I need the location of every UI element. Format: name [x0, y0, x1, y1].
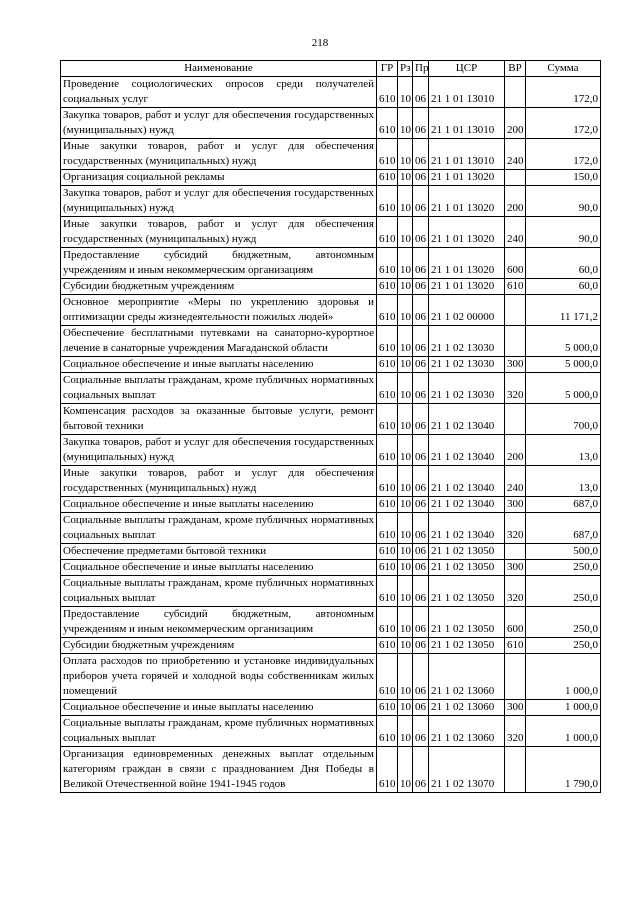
table-row: [61, 295, 601, 326]
cell-csr: 21 1 01 13020: [429, 186, 505, 217]
cell-rz: 10: [398, 170, 413, 186]
cell-name: Предоставление субсидий бюджетным, автономным учреждениям и иным некоммерческим организациям: [61, 248, 377, 279]
cell-gr: 610: [377, 716, 398, 747]
cell-csr: 21 1 01 13010: [429, 77, 505, 108]
header-csr: ЦСР: [429, 61, 505, 77]
table-row: [61, 466, 601, 497]
table-row: [61, 716, 601, 747]
cell-pr: 06: [413, 373, 429, 404]
cell-csr: 21 1 02 13060: [429, 716, 505, 747]
cell-name: Иные закупки товаров, работ и услуг для обеспечения государственных (муниципальных) нужд: [61, 466, 377, 497]
cell-gr: 610: [377, 404, 398, 435]
table-row: [61, 700, 601, 716]
cell-vr: 300: [505, 357, 526, 373]
cell-csr: 21 1 01 13020: [429, 248, 505, 279]
cell-sum: 13,0: [526, 435, 601, 466]
cell-name: Основное мероприятие «Меры по укреплению здоровья и оптимизации среды жизнедеятельности пожилых людей»: [61, 295, 377, 326]
cell-vr: 200: [505, 435, 526, 466]
cell-vr: [505, 654, 526, 700]
cell-vr: 200: [505, 108, 526, 139]
cell-rz: 10: [398, 560, 413, 576]
table-row: [61, 654, 601, 700]
cell-gr: 610: [377, 466, 398, 497]
table-row: [61, 435, 601, 466]
cell-gr: 610: [377, 497, 398, 513]
cell-rz: 10: [398, 435, 413, 466]
cell-rz: 10: [398, 404, 413, 435]
table-row: [61, 186, 601, 217]
cell-pr: 06: [413, 747, 429, 793]
cell-gr: 610: [377, 435, 398, 466]
table-row: [61, 513, 601, 544]
cell-gr: 610: [377, 279, 398, 295]
cell-vr: [505, 170, 526, 186]
cell-gr: 610: [377, 217, 398, 248]
table-row: [61, 747, 601, 793]
cell-sum: 5 000,0: [526, 373, 601, 404]
cell-vr: 610: [505, 638, 526, 654]
cell-pr: 06: [413, 560, 429, 576]
cell-name: Обеспечение бесплатными путевками на санаторно-курортное лечение в санаторные учреждения Магаданской области: [61, 326, 377, 357]
cell-csr: 21 1 01 13020: [429, 217, 505, 248]
cell-rz: 10: [398, 638, 413, 654]
cell-sum: 700,0: [526, 404, 601, 435]
cell-csr: 21 1 02 13070: [429, 747, 505, 793]
cell-sum: 1 000,0: [526, 654, 601, 700]
cell-pr: 06: [413, 295, 429, 326]
cell-rz: 10: [398, 217, 413, 248]
cell-vr: 600: [505, 248, 526, 279]
cell-pr: 06: [413, 544, 429, 560]
cell-csr: 21 1 02 13040: [429, 435, 505, 466]
cell-name: Оплата расходов по приобретению и установке индивидуальных приборов учета горячей и холодной воды собственникам жилых помещений: [61, 654, 377, 700]
cell-pr: 06: [413, 654, 429, 700]
cell-vr: 320: [505, 716, 526, 747]
cell-pr: 06: [413, 279, 429, 295]
cell-csr: 21 1 01 13010: [429, 108, 505, 139]
cell-name: Иные закупки товаров, работ и услуг для обеспечения государственных (муниципальных) нужд: [61, 217, 377, 248]
cell-csr: 21 1 02 13060: [429, 654, 505, 700]
cell-gr: 610: [377, 747, 398, 793]
cell-rz: 10: [398, 108, 413, 139]
cell-rz: 10: [398, 373, 413, 404]
cell-vr: 300: [505, 700, 526, 716]
cell-gr: 610: [377, 108, 398, 139]
cell-csr: 21 1 01 13010: [429, 139, 505, 170]
cell-vr: 240: [505, 217, 526, 248]
cell-sum: 60,0: [526, 248, 601, 279]
cell-csr: 21 1 02 13050: [429, 560, 505, 576]
header-vr: ВР: [505, 61, 526, 77]
cell-pr: 06: [413, 716, 429, 747]
cell-vr: [505, 295, 526, 326]
cell-vr: [505, 77, 526, 108]
cell-gr: 610: [377, 513, 398, 544]
cell-rz: 10: [398, 716, 413, 747]
table-row: [61, 607, 601, 638]
cell-pr: 06: [413, 217, 429, 248]
cell-sum: 1 790,0: [526, 747, 601, 793]
table-header-row: [61, 61, 601, 77]
cell-vr: [505, 404, 526, 435]
cell-gr: 610: [377, 357, 398, 373]
cell-sum: 500,0: [526, 544, 601, 560]
cell-vr: 610: [505, 279, 526, 295]
cell-pr: 06: [413, 248, 429, 279]
cell-csr: 21 1 01 13020: [429, 279, 505, 295]
cell-name: Организация социальной рекламы: [61, 170, 377, 186]
cell-csr: 21 1 02 13060: [429, 700, 505, 716]
cell-gr: 610: [377, 560, 398, 576]
cell-name: Социальные выплаты гражданам, кроме публичных нормативных социальных выплат: [61, 716, 377, 747]
cell-vr: 320: [505, 513, 526, 544]
cell-csr: 21 1 02 00000: [429, 295, 505, 326]
cell-pr: 06: [413, 186, 429, 217]
cell-vr: [505, 544, 526, 560]
header-sum: Сумма: [526, 61, 601, 77]
header-gr: ГР: [377, 61, 398, 77]
cell-pr: 06: [413, 108, 429, 139]
cell-vr: 300: [505, 497, 526, 513]
cell-name: Социальные выплаты гражданам, кроме публичных нормативных социальных выплат: [61, 373, 377, 404]
cell-rz: 10: [398, 700, 413, 716]
cell-sum: 172,0: [526, 139, 601, 170]
cell-csr: 21 1 02 13030: [429, 373, 505, 404]
cell-csr: 21 1 02 13050: [429, 607, 505, 638]
cell-pr: 06: [413, 497, 429, 513]
table-row: [61, 497, 601, 513]
cell-pr: 06: [413, 404, 429, 435]
cell-name: Компенсация расходов за оказанные бытовые услуги, ремонт бытовой техники: [61, 404, 377, 435]
cell-name: Предоставление субсидий бюджетным, автономным учреждениям и иным некоммерческим организациям: [61, 607, 377, 638]
cell-csr: 21 1 01 13020: [429, 170, 505, 186]
cell-name: Социальное обеспечение и иные выплаты населению: [61, 560, 377, 576]
cell-name: Закупка товаров, работ и услуг для обеспечения государственных (муниципальных) нужд: [61, 435, 377, 466]
cell-csr: 21 1 02 13040: [429, 466, 505, 497]
cell-vr: [505, 326, 526, 357]
cell-pr: 06: [413, 638, 429, 654]
cell-pr: 06: [413, 576, 429, 607]
cell-name: Социальное обеспечение и иные выплаты населению: [61, 357, 377, 373]
cell-pr: 06: [413, 326, 429, 357]
cell-gr: 610: [377, 607, 398, 638]
cell-vr: 240: [505, 466, 526, 497]
cell-csr: 21 1 02 13050: [429, 576, 505, 607]
cell-pr: 06: [413, 170, 429, 186]
cell-vr: [505, 747, 526, 793]
header-pr: Пр: [413, 61, 429, 77]
table-row: [61, 560, 601, 576]
cell-name: Иные закупки товаров, работ и услуг для обеспечения государственных (муниципальных) нужд: [61, 139, 377, 170]
cell-rz: 10: [398, 357, 413, 373]
cell-rz: 10: [398, 576, 413, 607]
table-row: [61, 77, 601, 108]
cell-name: Проведение социологических опросов среди получателей социальных услуг: [61, 77, 377, 108]
table-row: [61, 139, 601, 170]
cell-pr: 06: [413, 139, 429, 170]
cell-rz: 10: [398, 544, 413, 560]
table-row: [61, 357, 601, 373]
cell-sum: 13,0: [526, 466, 601, 497]
cell-rz: 10: [398, 497, 413, 513]
cell-sum: 1 000,0: [526, 700, 601, 716]
table-row: [61, 638, 601, 654]
cell-vr: 200: [505, 186, 526, 217]
page-number: 218: [311, 37, 329, 49]
cell-gr: 610: [377, 544, 398, 560]
cell-sum: 5 000,0: [526, 357, 601, 373]
cell-sum: 11 171,2: [526, 295, 601, 326]
cell-gr: 610: [377, 295, 398, 326]
table-row: [61, 373, 601, 404]
cell-gr: 610: [377, 373, 398, 404]
cell-pr: 06: [413, 513, 429, 544]
cell-rz: 10: [398, 654, 413, 700]
cell-gr: 610: [377, 77, 398, 108]
cell-gr: 610: [377, 139, 398, 170]
cell-csr: 21 1 02 13030: [429, 326, 505, 357]
cell-pr: 06: [413, 607, 429, 638]
cell-name: Субсидии бюджетным учреждениям: [61, 279, 377, 295]
cell-sum: 250,0: [526, 560, 601, 576]
cell-gr: 610: [377, 700, 398, 716]
cell-sum: 5 000,0: [526, 326, 601, 357]
table-row: [61, 248, 601, 279]
cell-vr: 300: [505, 560, 526, 576]
cell-rz: 10: [398, 513, 413, 544]
cell-name: Организация единовременных денежных выплат отдельным категориям граждан в связи с празднованием Дня Победы в Великой Отечественной войне 1941-1945 годов: [61, 747, 377, 793]
cell-name: Социальные выплаты гражданам, кроме публичных нормативных социальных выплат: [61, 513, 377, 544]
cell-vr: 320: [505, 373, 526, 404]
cell-sum: 172,0: [526, 108, 601, 139]
table-row: [61, 544, 601, 560]
cell-name: Закупка товаров, работ и услуг для обеспечения государственных (муниципальных) нужд: [61, 108, 377, 139]
table-row: [61, 108, 601, 139]
cell-rz: 10: [398, 326, 413, 357]
cell-rz: 10: [398, 186, 413, 217]
cell-vr: 600: [505, 607, 526, 638]
cell-pr: 06: [413, 77, 429, 108]
cell-rz: 10: [398, 139, 413, 170]
cell-sum: 687,0: [526, 497, 601, 513]
table-row: [61, 217, 601, 248]
cell-pr: 06: [413, 466, 429, 497]
cell-sum: 250,0: [526, 576, 601, 607]
cell-rz: 10: [398, 295, 413, 326]
cell-name: Закупка товаров, работ и услуг для обеспечения государственных (муниципальных) нужд: [61, 186, 377, 217]
cell-rz: 10: [398, 77, 413, 108]
cell-sum: 172,0: [526, 77, 601, 108]
cell-csr: 21 1 02 13040: [429, 497, 505, 513]
cell-name: Субсидии бюджетным учреждениям: [61, 638, 377, 654]
cell-sum: 687,0: [526, 513, 601, 544]
cell-gr: 610: [377, 576, 398, 607]
table-row: [61, 326, 601, 357]
header-rz: Рз: [398, 61, 413, 77]
cell-sum: 90,0: [526, 217, 601, 248]
cell-pr: 06: [413, 357, 429, 373]
cell-gr: 610: [377, 170, 398, 186]
cell-rz: 10: [398, 747, 413, 793]
cell-csr: 21 1 02 13030: [429, 357, 505, 373]
cell-sum: 250,0: [526, 638, 601, 654]
cell-name: Социальное обеспечение и иные выплаты населению: [61, 497, 377, 513]
table-body: [61, 77, 601, 793]
cell-sum: 90,0: [526, 186, 601, 217]
cell-csr: 21 1 02 13050: [429, 638, 505, 654]
cell-csr: 21 1 02 13040: [429, 404, 505, 435]
cell-gr: 610: [377, 326, 398, 357]
table-row: [61, 279, 601, 295]
cell-name: Социальные выплаты гражданам, кроме публичных нормативных социальных выплат: [61, 576, 377, 607]
cell-rz: 10: [398, 466, 413, 497]
cell-vr: 240: [505, 139, 526, 170]
cell-gr: 610: [377, 186, 398, 217]
cell-csr: 21 1 02 13040: [429, 513, 505, 544]
header-name: Наименование: [61, 61, 377, 77]
cell-gr: 610: [377, 654, 398, 700]
table-row: [61, 170, 601, 186]
cell-rz: 10: [398, 279, 413, 295]
table-row: [61, 404, 601, 435]
cell-sum: 150,0: [526, 170, 601, 186]
cell-sum: 1 000,0: [526, 716, 601, 747]
cell-csr: 21 1 02 13050: [429, 544, 505, 560]
cell-name: Обеспечение предметами бытовой техники: [61, 544, 377, 560]
budget-table: [60, 60, 601, 793]
cell-pr: 06: [413, 700, 429, 716]
cell-gr: 610: [377, 638, 398, 654]
cell-vr: 320: [505, 576, 526, 607]
cell-rz: 10: [398, 607, 413, 638]
cell-sum: 250,0: [526, 607, 601, 638]
cell-gr: 610: [377, 248, 398, 279]
table-row: [61, 576, 601, 607]
cell-sum: 60,0: [526, 279, 601, 295]
cell-name: Социальное обеспечение и иные выплаты населению: [61, 700, 377, 716]
cell-rz: 10: [398, 248, 413, 279]
cell-pr: 06: [413, 435, 429, 466]
